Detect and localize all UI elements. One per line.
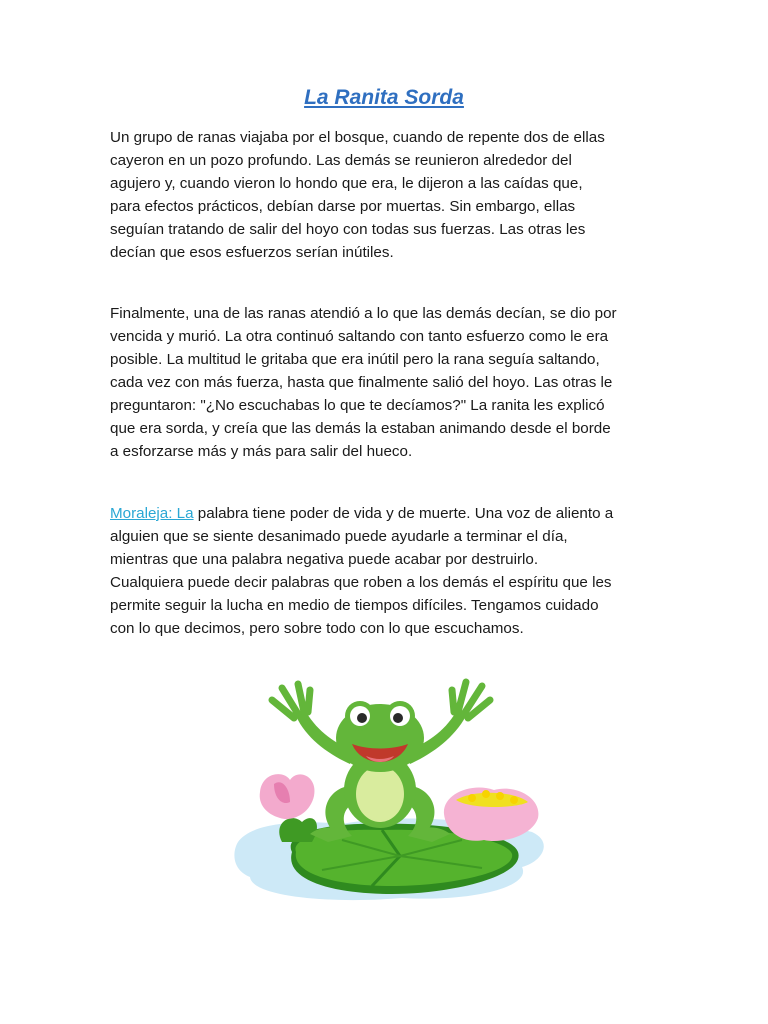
frog-on-lily-pad-icon <box>232 672 554 930</box>
document-title: La Ranita Sorda <box>304 86 464 109</box>
text-line: cada vez con más fuerza, hasta que finalmente salió del hoyo. Las otras le <box>110 374 613 391</box>
text-line: mientras que una palabra negativa puede acabar por destruirlo. <box>110 551 539 568</box>
text-line: preguntaron: "¿No escuchabas lo que te decíamos?" La ranita les explicó <box>110 397 605 414</box>
text-line: decían que esos esfuerzos serían inútiles. <box>110 244 394 261</box>
moral-label-link[interactable]: Moraleja: La <box>110 505 194 522</box>
text-line: Un grupo de ranas viajaba por el bosque, cuando de repente dos de ellas <box>110 129 605 146</box>
text-line: permite seguir la lucha en medio de tiempos difíciles. Tengamos cuidado <box>110 597 599 614</box>
text-line: que era sorda, y creía que las demás la estaban animando desde el borde <box>110 420 611 437</box>
text-line: posible. La multitud le gritaba que era inútil pero la rana seguía saltando, <box>110 351 600 368</box>
moral-paragraph <box>110 502 662 640</box>
moral-first-line <box>110 502 662 525</box>
text-line: con lo que decimos, pero sobre todo con lo que escuchamos. <box>110 620 524 637</box>
text-line: para efectos prácticos, debían darse por muertas. Sin embargo, ellas <box>110 198 576 215</box>
text-line: Cualquiera puede decir palabras que roben a los demás el espíritu que les <box>110 574 612 591</box>
text-line: alguien que se siente desanimado puede ayudarle a terminar el día, <box>110 528 568 545</box>
paragraph-2 <box>110 302 662 463</box>
text-line: vencida y murió. La otra continuó saltando con tanto esfuerzo como le era <box>110 328 609 345</box>
text-line: seguían tratando de salir del hoyo con todas sus fuerzas. Las otras les <box>110 221 586 238</box>
paragraph-1 <box>110 126 662 264</box>
text-line: cayeron en un pozo profundo. Las demás se reunieron alrededor del <box>110 152 572 169</box>
text-line: Finalmente, una de las ranas atendió a lo que las demás decían, se dio por <box>110 305 617 322</box>
text-line: agujero y, cuando vieron lo hondo que era, le dijeron a las caídas que, <box>110 175 583 192</box>
moral-first-line-rest: palabra tiene poder de vida y de muerte. Una voz de aliento a <box>193 505 614 522</box>
text-line: a esforzarse más y más para salir del hueco. <box>110 443 413 460</box>
